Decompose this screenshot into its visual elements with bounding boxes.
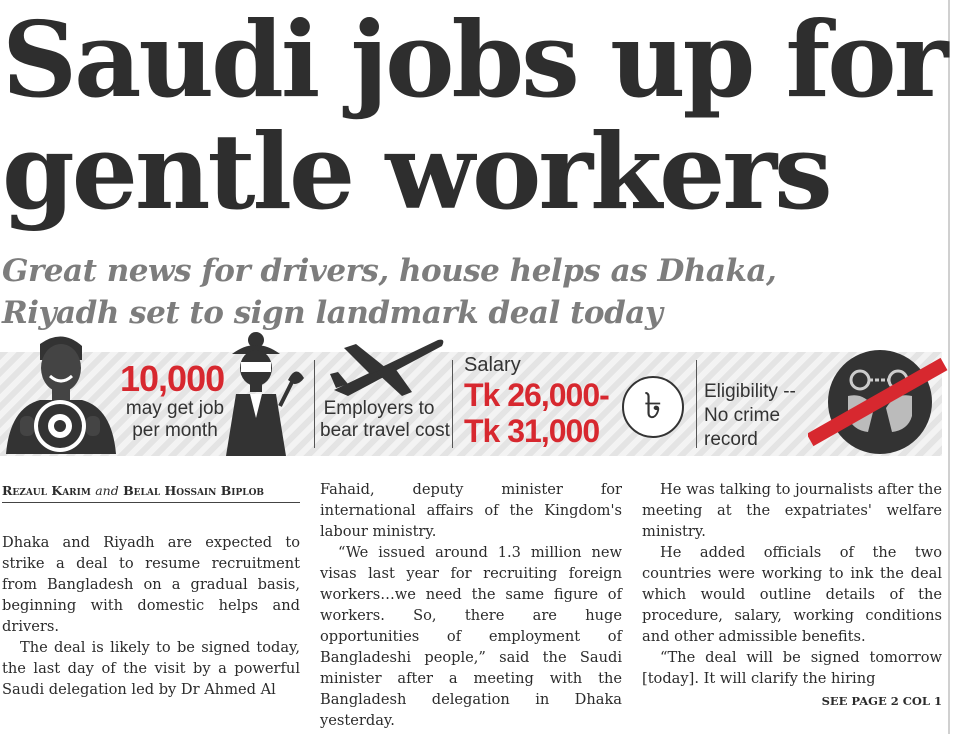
headline-line-1: Saudi jobs up for xyxy=(2,0,946,121)
byline xyxy=(2,484,300,503)
column-rule xyxy=(948,0,950,734)
byline-and: and xyxy=(95,483,119,498)
jobs-caption-line-1: may get job xyxy=(125,398,225,419)
article-column-3 xyxy=(642,479,942,689)
headline-line-2: gentle workers xyxy=(2,110,830,233)
taka-symbol: ৳ xyxy=(644,386,662,427)
article-column-2 xyxy=(320,479,622,731)
travel-caption xyxy=(320,398,450,442)
salary-label: Salary xyxy=(464,354,521,376)
jobs-caption-line-2: per month xyxy=(132,420,218,441)
paragraph: “We issued around 1.3 million new visas last year for recruiting foreign workers…we need the same figure of workers. So, there are huge opportunities of employment of Bangladeshi people,” said the Saudi minister after a meeting with the Bangladesh delegation in Dhaka yesterday. xyxy=(320,544,622,729)
author-1: Rezaul Karim xyxy=(2,483,91,498)
no-crime-handcuffs-icon xyxy=(808,346,948,456)
article-column-1 xyxy=(2,532,300,700)
jobs-number: 10,000 xyxy=(120,358,225,399)
paragraph: Dhaka and Riyadh are expected to strike a deal to resume recruitment from Bangladesh on a gradual basis, beginning with domestic helps and drivers. xyxy=(2,534,300,635)
separator xyxy=(452,360,453,448)
salary-line-2: Tk 31,000 xyxy=(464,413,600,449)
airplane-icon xyxy=(326,334,446,398)
salary-line-1: Tk 26,000- xyxy=(464,377,609,413)
continued-on-link[interactable]: SEE PAGE 2 COL 1 xyxy=(821,694,942,708)
paragraph: Fahaid, deputy minister for international affairs of the Kingdom's labour ministry. xyxy=(320,481,622,540)
paragraph: The deal is likely to be signed today, the last day of the visit by a powerful Saudi delegation led by Dr Ahmed Al xyxy=(2,639,300,698)
separator xyxy=(696,360,697,448)
author-2: Belal Hossain Biplob xyxy=(123,483,265,498)
subheadline xyxy=(2,250,932,334)
paragraph: “The deal will be signed tomorrow [today]. It will clarify the hiring xyxy=(642,649,942,687)
taka-coin-icon xyxy=(622,376,684,438)
subhead-line-1: Great news for drivers, house helps as Dhaka, xyxy=(2,253,777,289)
house-help-icon xyxy=(214,328,310,456)
separator xyxy=(314,360,315,448)
travel-caption-line-2: bear travel cost xyxy=(320,420,450,441)
subhead-line-2: Riyadh set to sign landmark deal today xyxy=(2,295,663,331)
travel-caption-line-1: Employers to xyxy=(323,398,435,419)
paragraph: He was talking to journalists after the meeting at the expatriates' welfare ministry. xyxy=(642,481,942,540)
paragraph: He added officials of the two countries were working to ink the deal which would outline details of the procedure, salary, working conditions and other admissible benefits. xyxy=(642,544,942,645)
infographic-bar xyxy=(0,352,942,456)
eligibility-text: Eligibility -- No crime record xyxy=(704,381,796,450)
headline xyxy=(2,0,946,233)
driver-icon xyxy=(0,330,118,454)
